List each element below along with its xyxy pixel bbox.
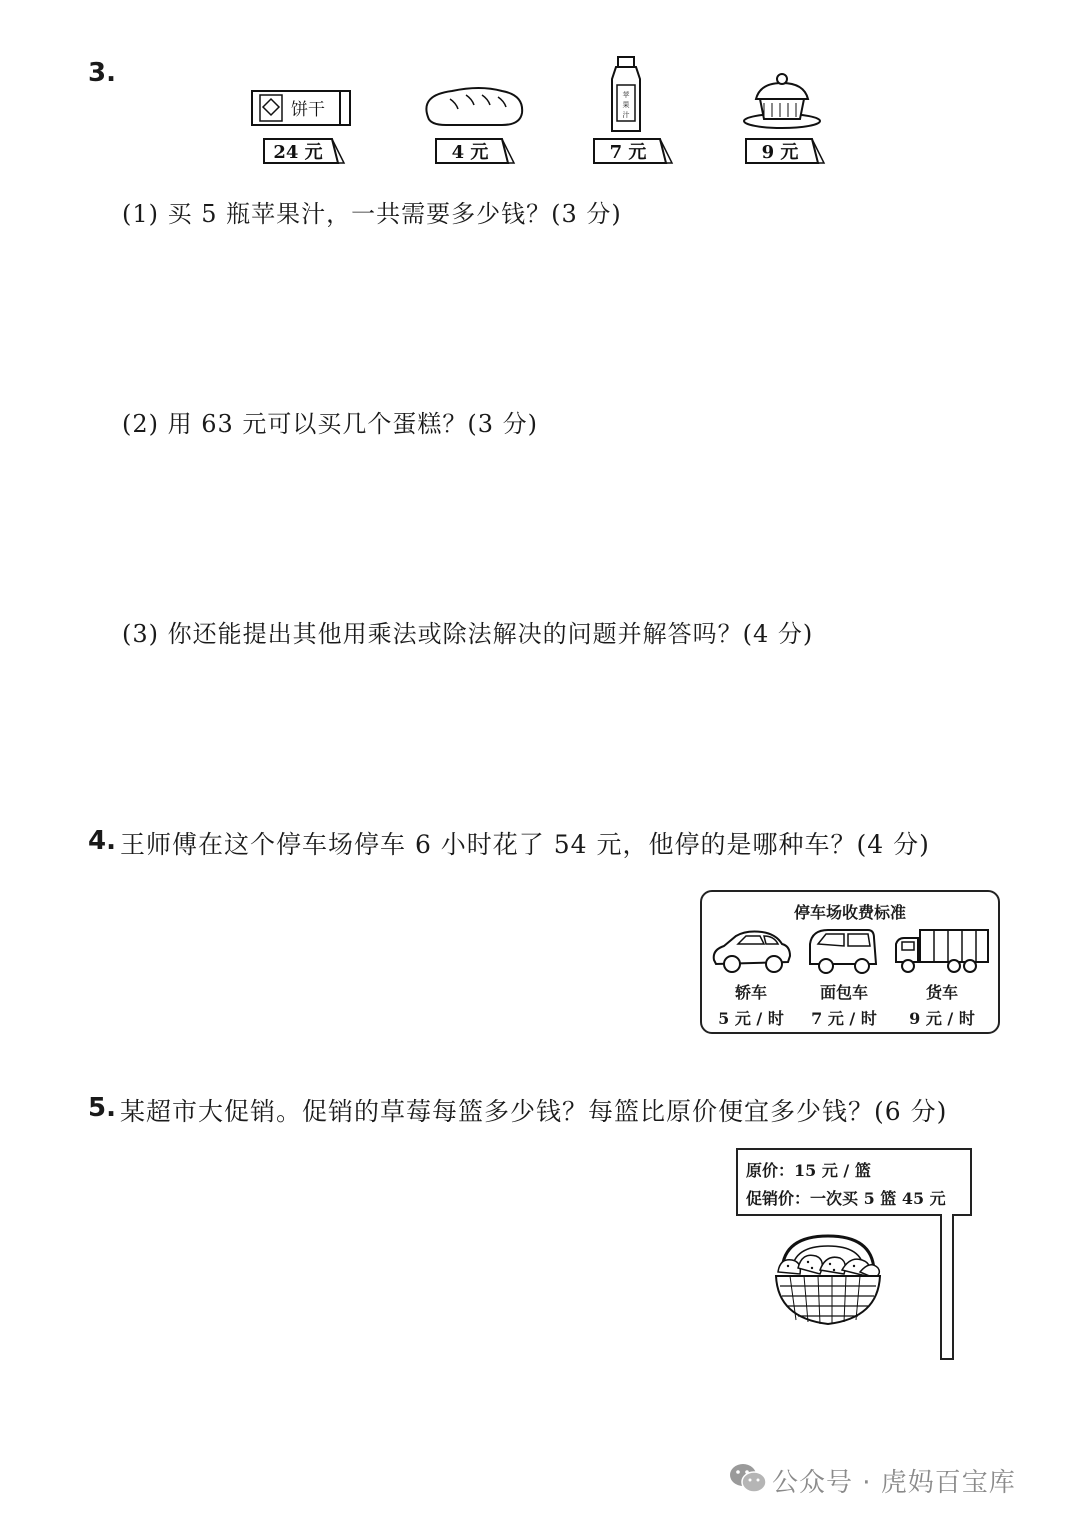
- svg-text:7 元: 7 元: [609, 142, 647, 163]
- parking-board-title: 停车场收费标准: [793, 903, 906, 922]
- svg-text:4 元: 4 元: [451, 142, 489, 163]
- svg-text:汁: 汁: [622, 111, 630, 119]
- juice-bottle-icon: [612, 57, 640, 131]
- cake-icon: [744, 74, 820, 128]
- svg-text:9 元: 9 元: [761, 142, 799, 163]
- parking-fee-board: [700, 890, 1000, 1034]
- q3-sub2: (2) 用 63 元可以买几个蛋糕？(3 分): [122, 410, 539, 438]
- biscuit-box-icon: [252, 91, 350, 125]
- svg-text:果: 果: [622, 101, 630, 109]
- price-sign: [736, 1148, 972, 1216]
- price-tag-bread: [436, 139, 514, 163]
- watermark-text: 公众号 · 虎妈百宝库: [772, 1468, 1016, 1498]
- price-tag-cake: [746, 139, 824, 163]
- sign-post: [940, 1214, 954, 1360]
- vehicle-name-truck: 货车: [925, 983, 958, 1002]
- sign-promo-price: 促销价：一次买 5 篮 45 元: [746, 1189, 946, 1208]
- car-icon: [714, 932, 790, 973]
- wechat-icon: [728, 1461, 768, 1495]
- svg-text:苹: 苹: [622, 91, 630, 99]
- vehicle-rate-van: 7 元 / 时: [811, 1009, 877, 1028]
- svg-text:24 元: 24 元: [273, 142, 323, 163]
- price-tag-biscuit: [264, 139, 344, 163]
- vehicle-name-car: 轿车: [734, 983, 767, 1002]
- vehicles-illustration: [702, 922, 998, 982]
- vehicle-rate-truck: 9 元 / 时: [909, 1009, 975, 1028]
- question-5-number: 5.: [88, 1093, 116, 1123]
- price-tag-juice: [594, 139, 672, 163]
- strawberry-basket-icon: [770, 1230, 886, 1330]
- bread-icon: [426, 88, 522, 125]
- question-3-number: 3.: [88, 58, 116, 88]
- truck-icon: [896, 930, 988, 972]
- van-icon: [810, 930, 876, 973]
- q3-items-illustration: [240, 55, 850, 175]
- q3-sub3: (3) 你还能提出其他用乘法或除法解决的问题并解答吗？(4 分): [122, 620, 814, 648]
- biscuit-label: 饼干: [291, 100, 325, 120]
- vehicle-rate-car: 5 元 / 时: [718, 1009, 784, 1028]
- question-4-number: 4.: [88, 826, 116, 856]
- sign-original-price: 原价：15 元 / 篮: [746, 1161, 871, 1180]
- question-5-text: 某超市大促销。促销的草莓每篮多少钱？每篮比原价便宜多少钱？(6 分): [120, 1097, 948, 1126]
- vehicle-name-van: 面包车: [819, 983, 868, 1002]
- q3-sub1: (1) 买 5 瓶苹果汁，一共需要多少钱？(3 分): [122, 200, 622, 228]
- question-4-text: 王师傅在这个停车场停车 6 小时花了 54 元，他停的是哪种车？(4 分): [120, 830, 930, 859]
